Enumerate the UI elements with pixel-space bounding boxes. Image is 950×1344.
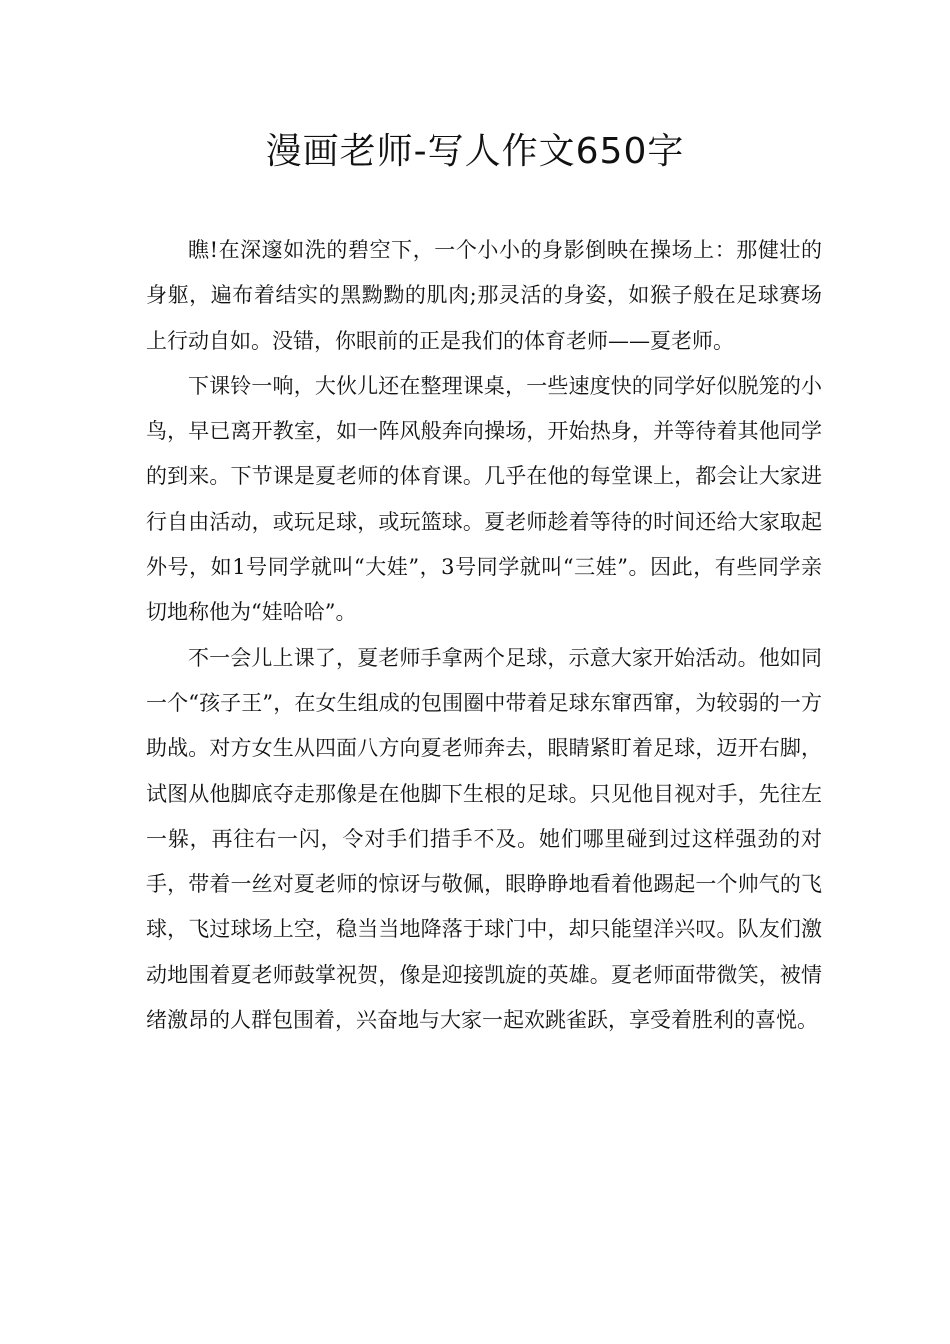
paragraph-2: 下课铃一响，大伙儿还在整理课桌，一些速度快的同学好似脱笼的小鸟，早已离开教室，如一阵风般奔向操场，开始热身，并等待着其他同学的到来。下节课是夏老师的体育课。几乎在他的每堂课上，都会让大家进行自由活动，或玩足球，或玩篮球。夏老师趁着等待的时间还给大家取起外号，如1号同学就叫“大娃”，3号同学就叫“三娃”。因此，有些同学亲切地称他为“娃哈哈”。	[146, 373, 822, 625]
paragraph-3: 不一会儿上课了，夏老师手拿两个足球，示意大家开始活动。他如同一个“孩子王”，在女生组成的包围圈中带着足球东窜西窜，为较弱的一方助战。对方女生从四面八方向夏老师奔去，眼睛紧盯着足球，迈开右脚，试图从他脚底夺走那像是在他脚下生根的足球。只见他目视对手，先往左一躲，再往右一闪，令对手们措手不及。她们哪里碰到过这样强劲的对手，带着一丝对夏老师的惊讶与敬佩，眼睁睁地看着他踢起一个帅气的飞球，飞过球场上空，稳当当地降落于球门中，却只能望洋兴叹。队友们激动地围着夏老师鼓掌祝贺，像是迎接凯旋的英雄。夏老师面带微笑，被情绪激昂的人群包围着，兴奋地与大家一起欢跳雀跃，享受着胜利的喜悦。	[146, 645, 822, 1033]
document-title: 漫画老师-写人作文650字	[265, 131, 685, 172]
paragraph-1: 瞧!在深邃如洗的碧空下，一个小小的身影倒映在操场上：那健壮的身躯，遍布着结实的黑黝黝的肌肉;那灵活的身姿，如猴子般在足球赛场上行动自如。没错，你眼前的正是我们的体育老师——夏老师。	[146, 238, 822, 353]
document-body	[146, 228, 822, 1043]
